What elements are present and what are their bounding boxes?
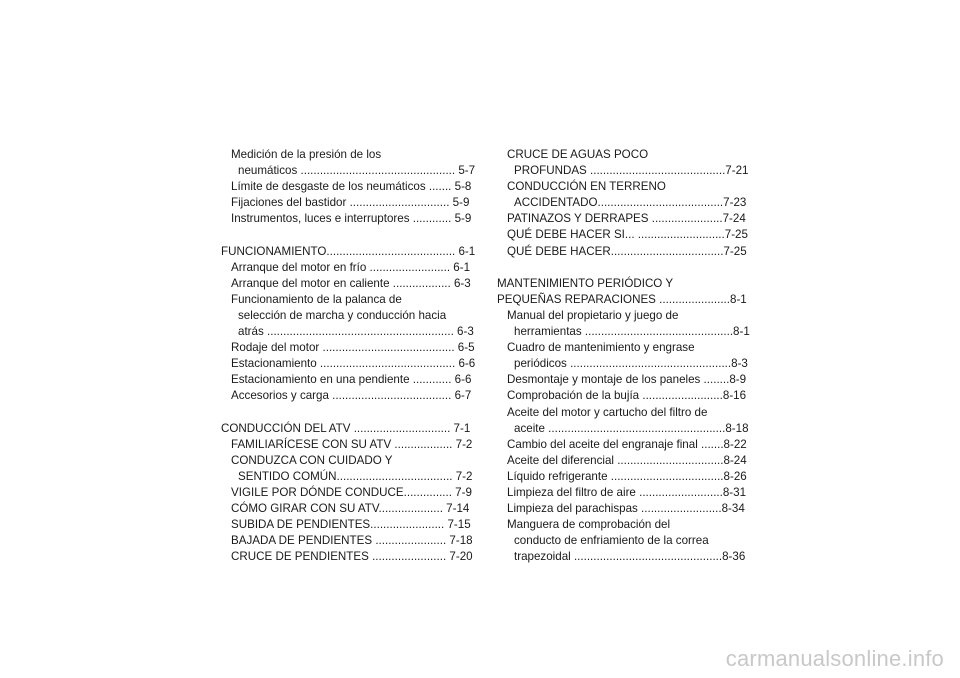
toc-section-heading: MANTENIMIENTO PERIÓDICO Y — [497, 276, 674, 290]
toc-entry: QUÉ DEBE HACER SI... ...........................7-25 — [507, 228, 748, 242]
toc-entry: Aceite del diferencial .................................8-24 — [507, 453, 747, 467]
toc-entry: periódicos ..................................................8-3 — [514, 357, 748, 371]
toc-section-heading: PEQUEÑAS REPARACIONES ......................8-1 — [497, 292, 747, 306]
toc-entry: atrás .......................................................... 6-3 — [238, 325, 474, 339]
toc-entry: Aceite del motor y cartucho del filtro de — [507, 405, 708, 419]
toc-entry: FAMILIARÍCESE CON SU ATV .................. 7-2 — [231, 437, 473, 451]
toc-entry: Desmontaje y montaje de los paneles ........8-9 — [507, 373, 747, 387]
toc-entry: CÓMO GIRAR CON SU ATV.................... 7-14 — [231, 502, 470, 516]
toc-entry: herramientas ..............................................8-1 — [514, 325, 750, 339]
toc-entry: CONDUZCA CON CUIDADO Y — [231, 453, 393, 467]
toc-entry: Estacionamiento .......................................... 6-6 — [231, 357, 476, 371]
toc-entry: Medición de la presión de los — [231, 148, 382, 161]
toc-entry: Manual del propietario y juego de — [507, 308, 679, 322]
toc-entry: PROFUNDAS ..........................................7-21 — [514, 164, 749, 178]
toc-entry: trapezoidal ..............................................8-36 — [514, 550, 746, 564]
toc-entry: BAJADA DE PENDIENTES ...................... 7-18 — [231, 534, 473, 548]
toc-right-column — [497, 147, 750, 565]
toc-entry: conducto de enfriamiento de la correa — [514, 534, 709, 548]
toc-entry: Cambio del aceite del engranaje final .......8-22 — [507, 437, 747, 451]
toc-entry: Estacionamiento en una pendiente ............ 6-6 — [231, 373, 472, 387]
toc-entry: aceite .......................................................8-18 — [514, 421, 749, 435]
toc-entry: ACCIDENTADO.......................................7-23 — [514, 196, 747, 210]
toc-entry: Arranque del motor en caliente .................. 6-3 — [231, 276, 471, 290]
toc-entry: Arranque del motor en frío ......................... 6-1 — [231, 260, 471, 274]
toc-section-heading: CONDUCCIÓN DEL ATV .............................. 7-1 — [221, 421, 471, 435]
toc-entry: Cuadro de mantenimiento y engrase — [507, 341, 695, 355]
toc-entry: Comprobación de la bujía .........................8-16 — [507, 389, 747, 403]
watermark: carmanualsonline.info — [725, 646, 944, 671]
section-spacer — [221, 227, 466, 243]
toc-entry: Instrumentos, luces e interruptores ............ 5-9 — [231, 212, 472, 226]
toc-entry: Rodaje del motor ......................................... 6-5 — [231, 341, 475, 355]
toc-entry: VIGILE POR DÓNDE CONDUCE............... 7-9 — [231, 485, 472, 499]
toc-entry: SUBIDA DE PENDIENTES....................... 7-15 — [231, 518, 471, 532]
toc-entry: CRUCE DE PENDIENTES ....................... 7-20 — [231, 550, 473, 564]
toc-entry: Accesorios y carga ..................................... 6-7 — [231, 389, 472, 403]
toc-entry: neumáticos ................................................ 5-7 — [238, 164, 476, 178]
section-spacer — [497, 260, 742, 276]
toc-entry: Manguera de comprobación del — [507, 518, 671, 532]
section-spacer — [221, 405, 466, 421]
toc-section-heading: FUNCIONAMIENTO........................................ 6-1 — [221, 244, 476, 258]
toc-entry: QUÉ DEBE HACER...................................7-25 — [507, 244, 747, 258]
toc-entry: selección de marcha y conducción hacia — [238, 308, 447, 322]
toc-entry: CRUCE DE AGUAS POCO — [507, 148, 649, 161]
toc-entry: Limpieza del parachispas .........................8-34 — [507, 502, 745, 516]
toc-entry: Líquido refrigerante ...................................8-26 — [507, 469, 747, 483]
toc-entry: Fijaciones del bastidor ............................... 5-9 — [231, 196, 470, 210]
toc-entry: SENTIDO COMÚN.................................... 7-2 — [238, 469, 473, 483]
toc-entry: CONDUCCIÓN EN TERRENO — [507, 180, 666, 194]
toc-entry: Limpieza del filtro de aire ..........................8-31 — [507, 485, 747, 499]
toc-left-column — [221, 147, 476, 565]
toc-entry: PATINAZOS Y DERRAPES ......................7-24 — [507, 212, 746, 226]
toc-entry: Límite de desgaste de los neumáticos ....... 5-8 — [231, 180, 472, 194]
toc-entry: Funcionamiento de la palanca de — [231, 292, 402, 306]
